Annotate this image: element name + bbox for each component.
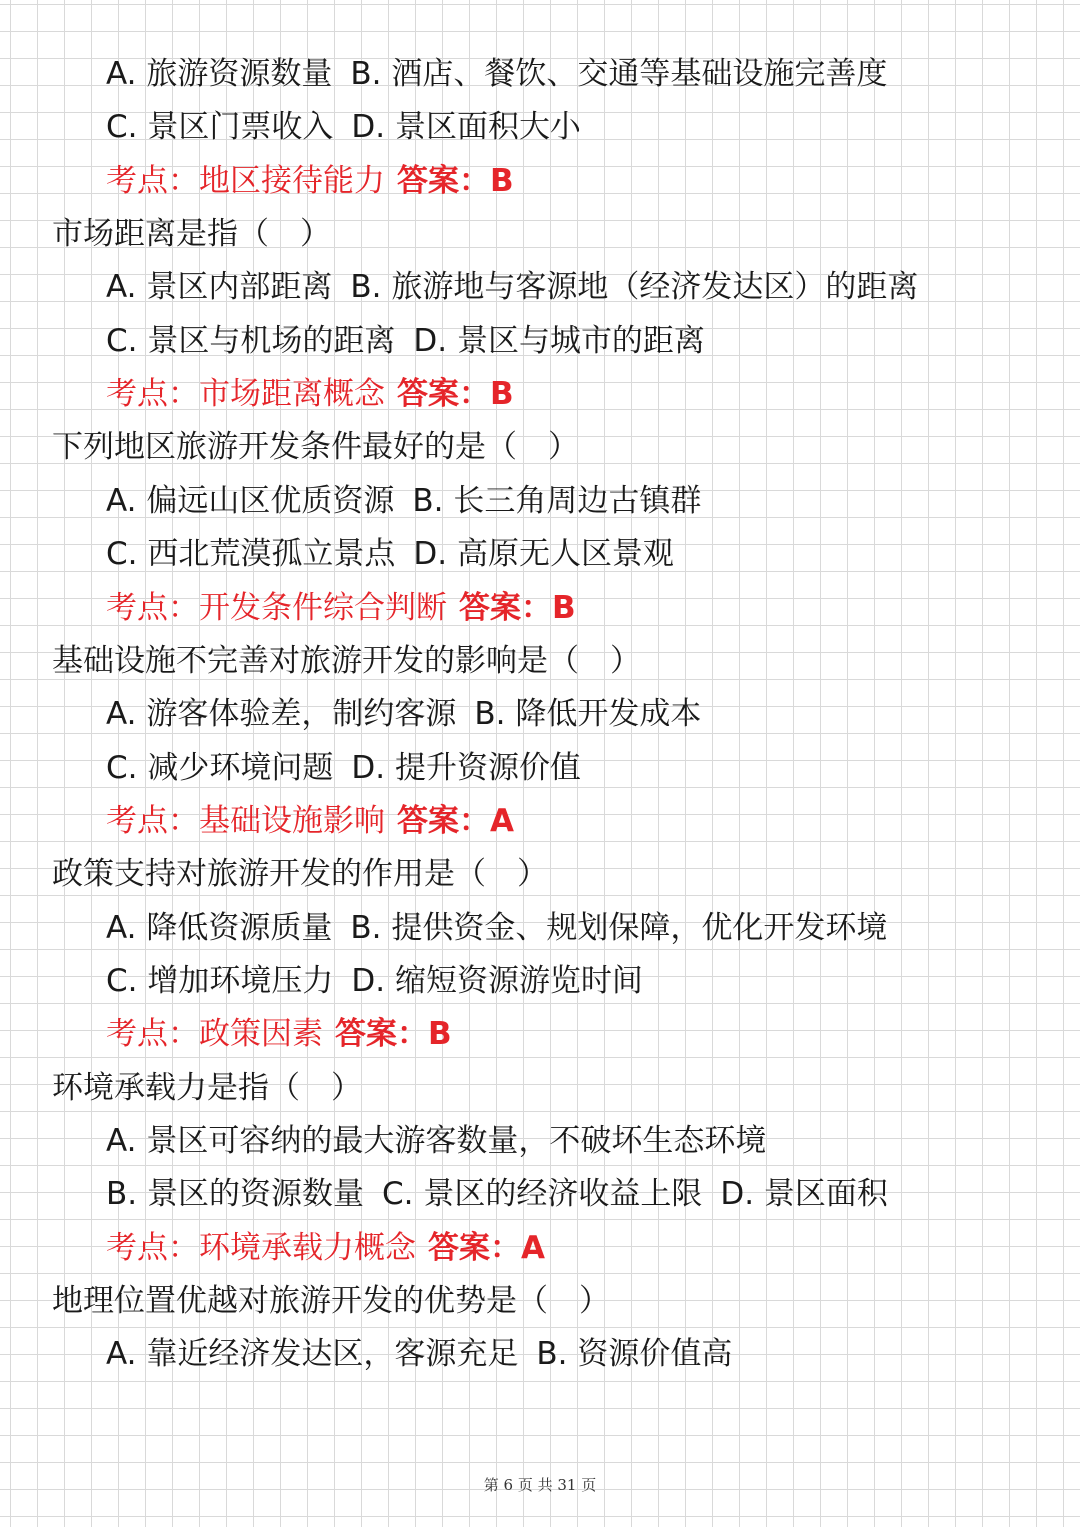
answer-text: 答案：A xyxy=(397,802,514,839)
key-point-answer-line xyxy=(106,588,576,628)
key-point-text: 考点：基础设施影响 xyxy=(106,802,385,839)
question-stem: 下列地区旅游开发条件最好的是（ ） xyxy=(52,429,579,466)
key-point-text: 考点：地区接待能力 xyxy=(106,162,385,199)
page-number-footer: 第 6 页 共 31 页 xyxy=(483,1476,597,1494)
option-text: A. 靠近经济发达区，客源充足 xyxy=(106,1336,519,1373)
option-line xyxy=(106,961,643,1001)
option-text: C. 减少环境问题 xyxy=(106,749,334,786)
answer-text: 答案：B xyxy=(459,589,576,626)
option-text: B. 景区的资源数量 xyxy=(106,1176,364,1213)
option-text: A. 偏远山区优质资源 xyxy=(106,482,395,519)
option-text: A. 景区可容纳的最大游客数量，不破坏生态环境 xyxy=(106,1123,767,1159)
option-text: B. 长三角周边古镇群 xyxy=(412,482,702,519)
key-point-answer-line xyxy=(106,1014,452,1054)
question-stem: 地理位置优越对旅游开发的优势是（ ） xyxy=(52,1283,610,1320)
option-text: D. 景区面积 xyxy=(720,1176,888,1213)
option-text: B. 提供资金、规划保障，优化开发环境 xyxy=(350,909,888,946)
option-line xyxy=(106,107,581,147)
option-line xyxy=(106,694,701,734)
option-text: C. 景区门票收入 xyxy=(106,109,334,146)
option-line xyxy=(106,267,918,307)
option-text: D. 提升资源价值 xyxy=(351,749,581,786)
answer-text: 答案：B xyxy=(397,376,514,413)
option-text: D. 高原无人区景观 xyxy=(413,536,674,573)
option-text: C. 景区的经济收益上限 xyxy=(381,1176,703,1213)
option-line xyxy=(106,908,887,948)
answer-text: 答案：B xyxy=(335,1016,452,1053)
option-line xyxy=(106,54,887,94)
question-stem: 环境承载力是指（ ） xyxy=(52,1069,362,1106)
question-stem: 政策支持对旅游开发的作用是（ ） xyxy=(52,856,548,893)
option-line xyxy=(106,481,701,521)
key-point-text: 考点：政策因素 xyxy=(106,1016,323,1053)
option-text: B. 资源价值高 xyxy=(536,1336,733,1373)
option-text: D. 景区面积大小 xyxy=(351,109,581,146)
option-line xyxy=(106,748,581,788)
answer-text: 答案：A xyxy=(428,1229,545,1266)
option-text: B. 降低开发成本 xyxy=(474,696,702,733)
option-text: C. 西北荒漠孤立景点 xyxy=(106,536,396,573)
option-text: B. 酒店、餐饮、交通等基础设施完善度 xyxy=(350,56,888,92)
option-text: C. 增加环境压力 xyxy=(106,962,334,999)
option-text: A. 游客体验差，制约客源 xyxy=(106,696,457,733)
option-line xyxy=(106,1334,732,1374)
option-text: A. 旅游资源数量 xyxy=(106,56,333,92)
option-text: B. 旅游地与客源地（经济发达区）的距离 xyxy=(350,269,919,306)
option-line xyxy=(106,534,674,574)
key-point-answer-line xyxy=(106,1228,545,1268)
question-stem: 基础设施不完善对旅游开发的影响是（ ） xyxy=(52,642,641,679)
key-point-answer-line xyxy=(106,161,514,201)
key-point-answer-line xyxy=(106,374,514,414)
option-line xyxy=(106,321,705,361)
question-stem: 市场距离是指（ ） xyxy=(52,216,331,253)
option-line xyxy=(106,1121,766,1161)
option-line xyxy=(106,1174,888,1214)
key-point-text: 考点：开发条件综合判断 xyxy=(106,589,447,626)
option-text: C. 景区与机场的距离 xyxy=(106,322,396,359)
option-text: A. 景区内部距离 xyxy=(106,269,333,306)
key-point-answer-line xyxy=(106,801,514,841)
option-text: A. 降低资源质量 xyxy=(106,909,333,946)
key-point-text: 考点：市场距离概念 xyxy=(106,376,385,413)
option-text: D. 缩短资源游览时间 xyxy=(351,962,643,999)
key-point-text: 考点：环境承载力概念 xyxy=(106,1229,416,1266)
answer-text: 答案：B xyxy=(397,162,514,199)
option-text: D. 景区与城市的距离 xyxy=(413,322,705,359)
